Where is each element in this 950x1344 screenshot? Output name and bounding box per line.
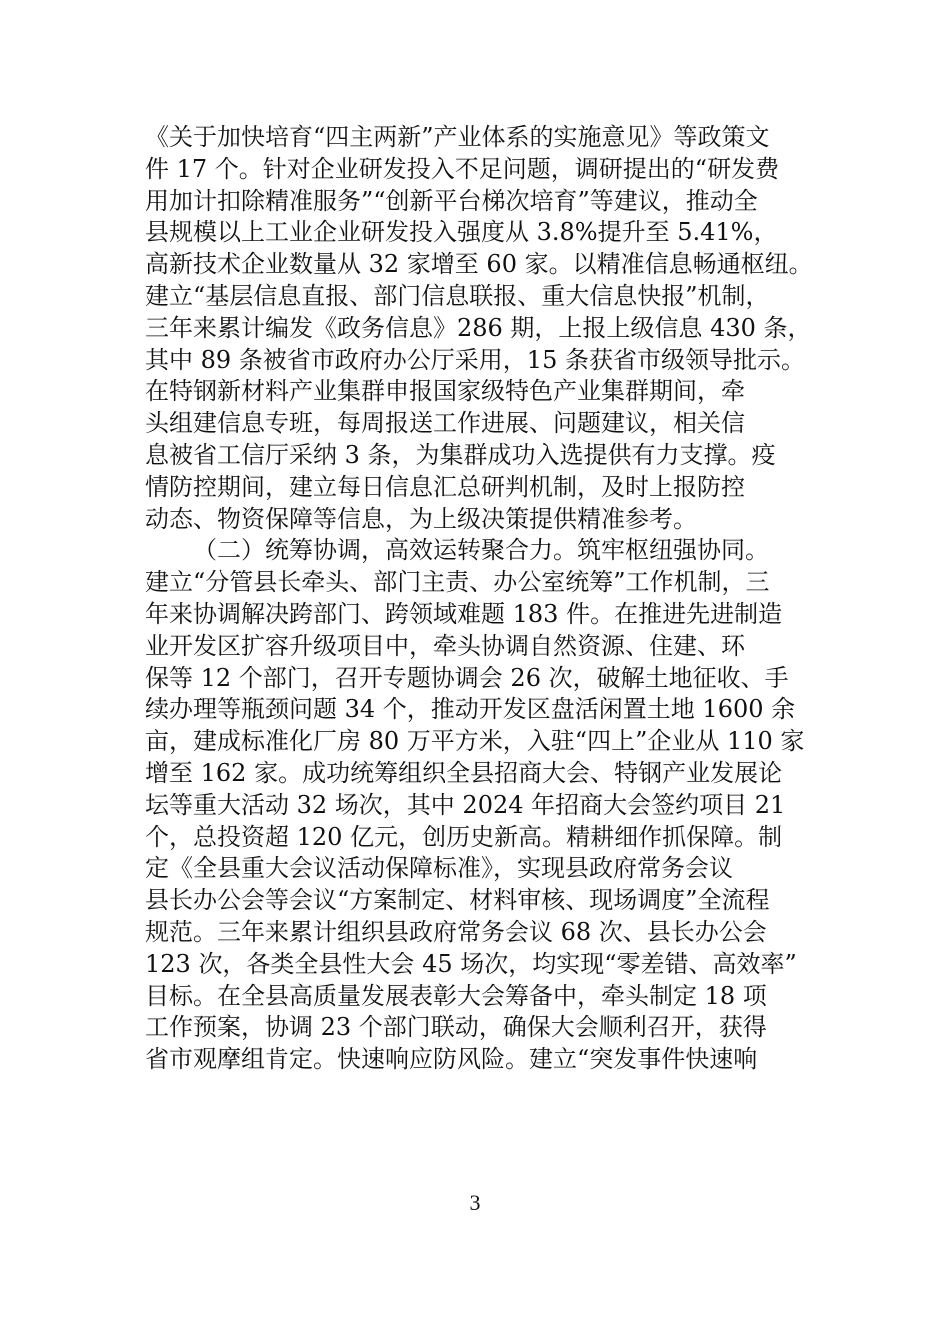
text-line: 定《全县重大会议活动保障标准》，实现县政府常务会议 <box>145 854 733 883</box>
text-line: 增至 162 家。成功统筹组织全县招商大会、特钢产业发展论 <box>145 758 783 787</box>
text-line: 其中 89 条被省市政府办公厅采用，15 条获省市级领导批示。 <box>145 345 805 374</box>
text-line: 工作预案，协调 23 个部门联动，确保大会顺利召开，获得 <box>145 1013 767 1042</box>
text-line: 三年来累计编发《政务信息》286 期，上报上级信息 430 条， <box>145 313 812 342</box>
text-line: 县规模以上工业企业研发投入强度从 3.8%提升至 5.41%， <box>145 218 778 247</box>
text-line: 规范。三年来累计组织县政府常务会议 68 次、县长办公会 <box>145 917 767 946</box>
text-line: 年来协调解决跨部门、跨领域难题 183 件。在推进先进制造 <box>145 599 783 628</box>
text-line: 在特钢新材料产业集群申报国家级特色产业集群期间，牵 <box>145 377 745 406</box>
text-line: 息被省工信厅采纳 3 条，为集群成功入选提供有力支撑。疫 <box>145 440 776 469</box>
text-line: 动态、物资保障等信息，为上级决策提供精准参考。 <box>145 504 697 533</box>
text-line: 坛等重大活动 32 场次，其中 2024 年招商大会签约项目 21 <box>145 790 786 819</box>
page-number: 3 <box>469 1190 481 1215</box>
text-line: 建立“分管县长牵头、部门主责、办公室统筹”工作机制，三 <box>145 568 770 597</box>
text-line: 个，总投资超 120 亿元，创历史新高。精耕细作抓保障。制 <box>145 822 783 851</box>
text-line: 用加计扣除精准服务”“创新平台梯次培育”等建议，推动全 <box>145 186 758 215</box>
text-line: 业开发区扩容升级项目中，牵头协调自然资源、住建、环 <box>145 631 745 660</box>
text-line: 建立“基层信息直报、部门信息联报、重大信息快报”机制， <box>145 281 770 310</box>
text-line: 续办理等瓶颈问题 34 个，推动开发区盘活闲置土地 1600 余 <box>145 695 796 724</box>
text-line: 亩，建成标准化厂房 80 万平方米，入驻“四上”企业从 110 家 <box>145 727 805 756</box>
body-text <box>145 122 845 1076</box>
text-line: 《关于加快培育“四主两新”产业体系的实施意见》等政策文 <box>145 123 770 151</box>
text-line: 123 次，各类全县性大会 45 场次，均实现“零差错、高效率” <box>145 949 797 978</box>
section-heading-line: （二）统筹协调，高效运转聚合力。筑牢枢纽强协同。 <box>193 536 769 565</box>
text-line: 目标。在全县高质量发展表彰大会筹备中，牵头制定 18 项 <box>145 981 767 1010</box>
text-line: 省市观摩组肯定。快速响应防风险。建立“突发事件快速响 <box>145 1045 758 1074</box>
text-line: 县长办公会等会议“方案制定、材料审核、现场调度”全流程 <box>145 886 770 915</box>
text-line: 高新技术企业数量从 32 家增至 60 家。以精准信息畅通枢纽。 <box>145 250 813 279</box>
text-line: 头组建信息专班，每周报送工作进展、问题建议，相关信 <box>145 409 745 438</box>
text-line: 件 17 个。针对企业研发投入不足问题，调研提出的“研发费 <box>145 154 780 183</box>
text-line: 情防控期间，建立每日信息汇总研判机制，及时上报防控 <box>145 472 745 501</box>
text-line: 保等 12 个部门，召开专题协调会 26 次，破解土地征收、手 <box>145 663 789 692</box>
